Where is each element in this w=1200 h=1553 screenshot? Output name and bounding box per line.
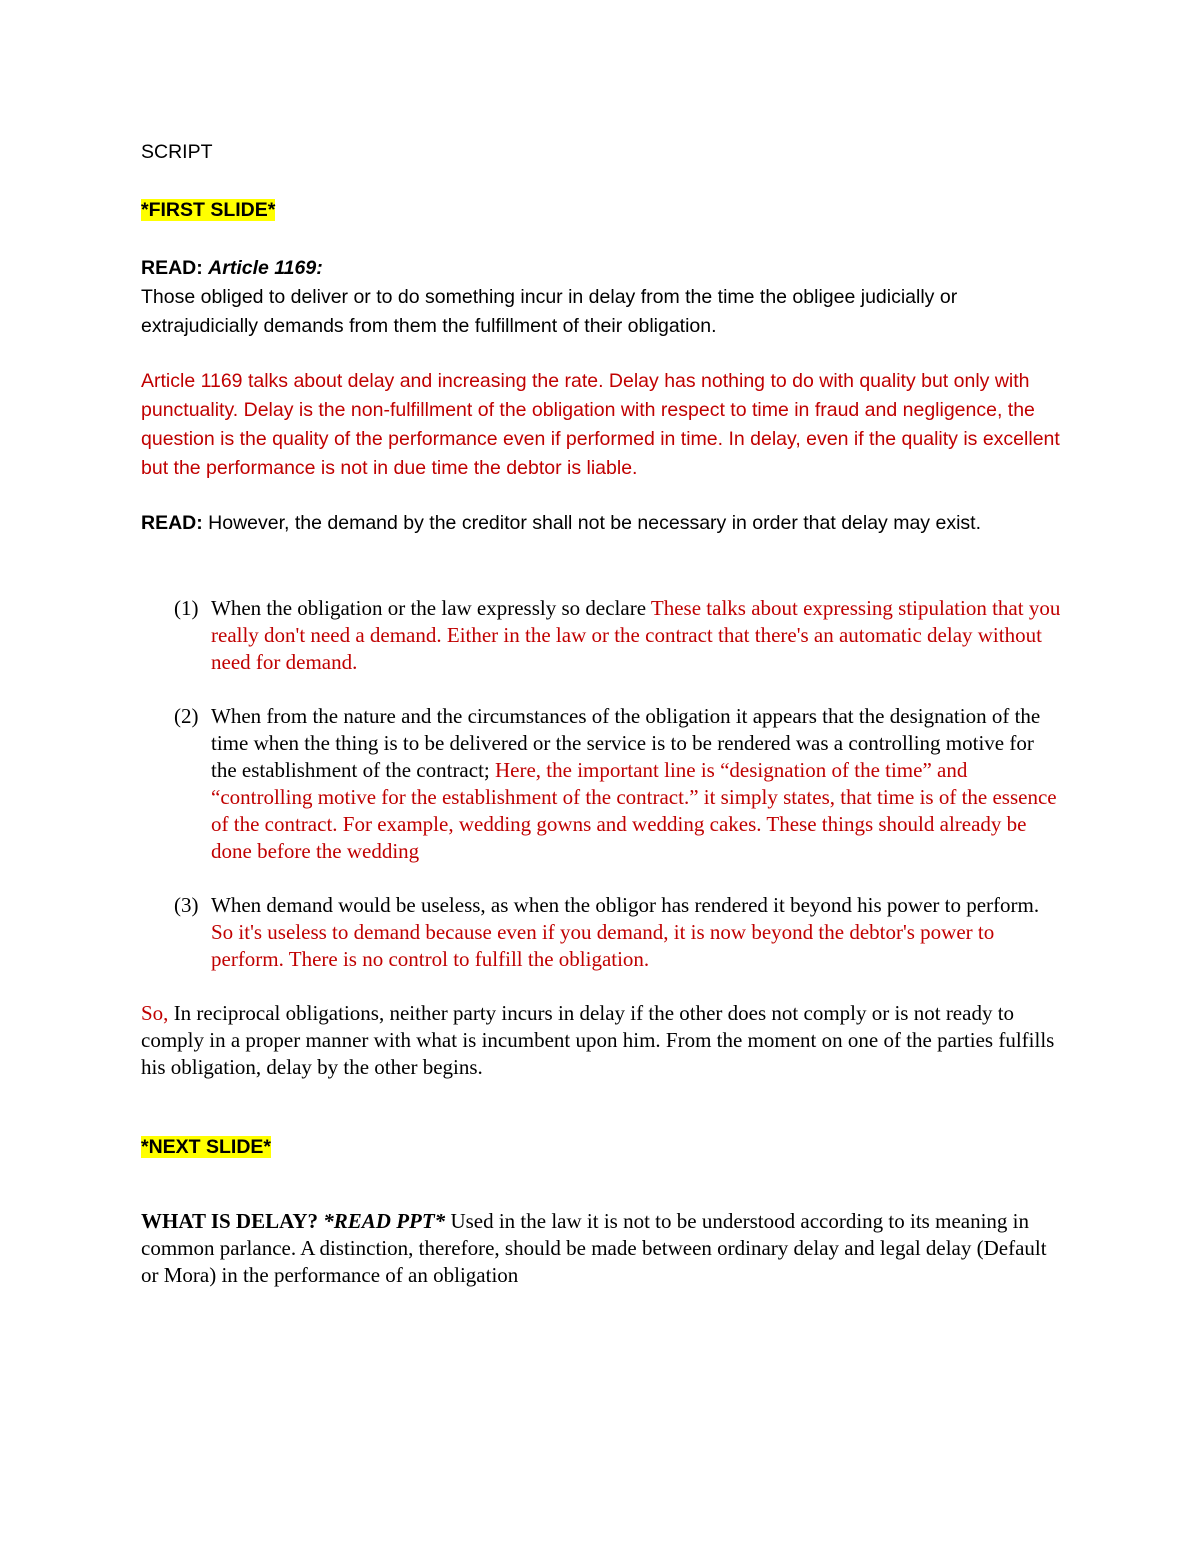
item-annotation: Here, the important line is “designation of the time” and “controlling motive for the establishment of the contract.” it simply states, that time is of the essence of the contract. For example, wedding gowns and wedding cakes. These things should already be done before the wedding — [211, 758, 1057, 863]
read-label: READ: — [141, 257, 203, 279]
item-annotation: These talks about expressing stipulation that you really don't need a demand. Either in the law or the contract that there's an automatic delay without need for demand. — [211, 596, 1061, 674]
so-prefix: So, — [141, 1001, 169, 1025]
list-number: (3) — [174, 893, 199, 917]
slide-marker-first — [141, 196, 1061, 225]
however-text: However, the demand by the creditor shall not be necessary in order that delay may exist. — [208, 512, 981, 534]
reciprocal-text: In reciprocal obligations, neither party incurs in delay if the other does not comply or is not ready to comply in a proper manner with what is incumbent upon him. From the moment on one of the parties fulfills his obligation, delay by the other begins. — [141, 1001, 1055, 1079]
item-text: When the obligation or the law expressly so declare — [211, 596, 647, 620]
highlighted-marker: *FIRST SLIDE* — [141, 199, 276, 221]
list-item — [141, 595, 1061, 676]
document-page — [141, 138, 1061, 1289]
highlighted-marker: *NEXT SLIDE* — [141, 1136, 272, 1158]
slide-marker-next — [141, 1133, 1061, 1162]
item-text: When demand would be useless, as when the obligor has rendered it beyond his power to perform. — [211, 893, 1040, 917]
list-item — [141, 703, 1061, 865]
item-text: When from the nature and the circumstances of the obligation it appears that the designation of the time when the thing is to be delivered or the service is to be rendered was a controlling motive for the establishment of the contract; — [211, 704, 1041, 782]
read-ppt-marker: *READ PPT* — [323, 1209, 446, 1233]
delay-text: Used in the law it is not to be understood according to its meaning in common parlance. A distinction, therefore, should be made between ordinary delay and legal delay (Default or Mora) in the performance of an obligation — [141, 1209, 1047, 1287]
article-number: Article 1169: — [208, 257, 323, 279]
article-text: Those obliged to deliver or to do something incur in delay from the time the obligee judicially or extrajudicially demands from them the fulfillment of their obligation. — [141, 286, 958, 337]
read-article-heading — [141, 254, 1061, 283]
list-item — [141, 892, 1061, 973]
document-title: SCRIPT — [141, 141, 213, 163]
exceptions-list — [141, 595, 1061, 973]
delay-heading: WHAT IS DELAY? — [141, 1209, 319, 1233]
item-annotation: So it's useless to demand because even if you demand, it is now beyond the debtor's power to perform. There is no control to fulfill the obligation. — [211, 920, 995, 971]
read-label: READ: — [141, 512, 203, 534]
annotation-article-1169: Article 1169 talks about delay and increasing the rate. Delay has nothing to do with quality but only with punctuality. Delay is the non-fulfillment of the obligation with respect to time in fraud and negligence, the question is the quality of the performance even if performed in time. In delay, even if the quality is excellent but the performance is not in due time the debtor is liable. — [141, 370, 1060, 479]
read-however-paragraph — [141, 509, 1061, 538]
reciprocal-paragraph — [141, 1000, 1061, 1081]
list-number: (2) — [174, 704, 199, 728]
list-number: (1) — [174, 596, 199, 620]
what-is-delay-paragraph — [141, 1208, 1061, 1289]
